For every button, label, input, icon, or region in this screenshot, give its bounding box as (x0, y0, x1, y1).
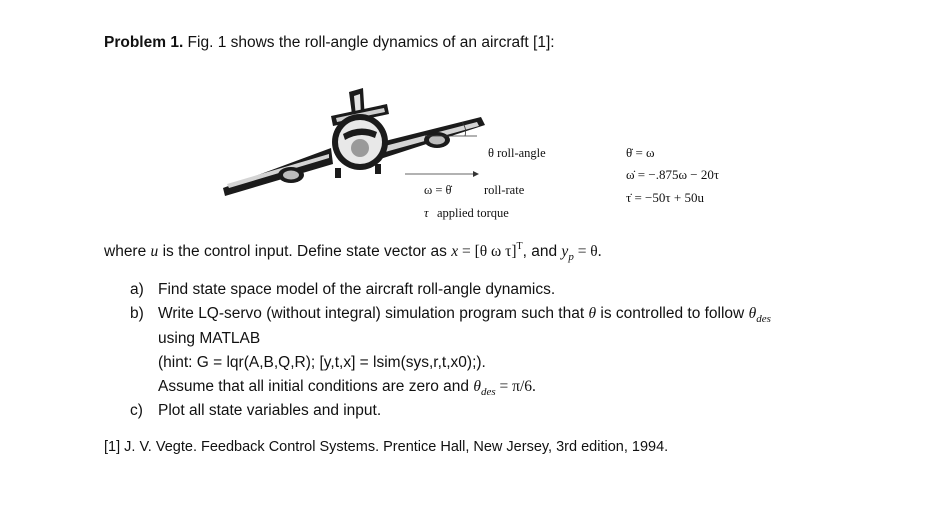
roll-rate-arrow (405, 171, 479, 177)
aircraft-illustration (223, 88, 485, 196)
torque-label: applied torque (437, 206, 509, 220)
problem-title: Problem 1. (104, 34, 184, 51)
roll-rate-label: roll-rate (484, 183, 525, 197)
item-b-hint: (hint: G = lqr(A,B,Q,R); [y,t,x] = lsim(sys,r,t,x0);). (158, 354, 486, 371)
item-a-text: Find state space model of the aircraft roll-angle dynamics. (158, 281, 556, 298)
roll-rate-symbol: ω = θ̇ (424, 183, 452, 197)
state-definition: where u is the control input. Define state vector as x = [θ ω τ]$^T$, and $y_p = \theta$. (104, 241, 602, 263)
item-b-line2: using MATLAB (158, 330, 261, 347)
aircraft-figure (215, 84, 495, 214)
roll-angle-label: θ roll-angle (488, 146, 546, 160)
item-b-assumption: Assume that all initial conditions are zero and $\theta_{des} = \pi/6$. (158, 378, 536, 398)
reference: [1] J. V. Vegte. Feedback Control Systems. Prentice Hall, New Jersey, 3rd edition, 1994. (104, 439, 669, 455)
problem-heading (104, 34, 555, 52)
item-c-text: Plot all state variables and input. (158, 402, 382, 419)
item-b-marker: b) (130, 305, 144, 322)
item-b-line1: Write LQ-servo (without integral) simulation program such that θ is controlled to follow $\theta_{des}$ (158, 305, 771, 325)
equation-tau-dot: τ̇ = −50τ + 50u (626, 190, 704, 205)
equation-theta-dot: θ̇ = ω (626, 145, 655, 160)
equation-omega-dot: ω̇ = −.875ω − 20τ (626, 167, 720, 182)
torque-symbol: τ (424, 206, 429, 220)
problem-intro: Fig. 1 shows the roll-angle dynamics of an aircraft [1]: (183, 34, 555, 51)
item-a-marker: a) (130, 281, 144, 298)
item-c-marker: c) (130, 402, 143, 419)
